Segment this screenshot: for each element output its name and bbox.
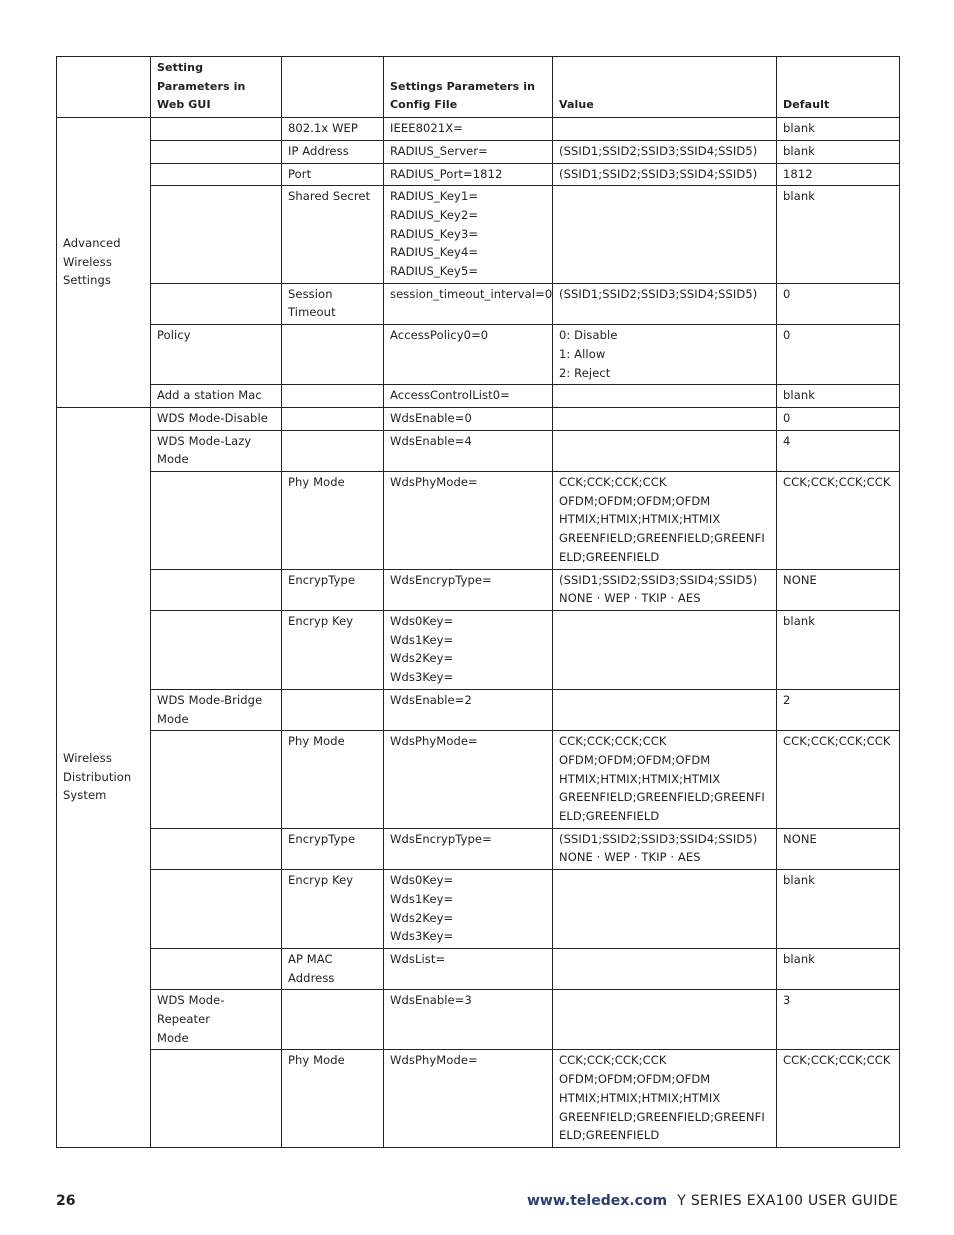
cell-default: 0 xyxy=(777,325,900,385)
cell-sub-setting: EncrypType xyxy=(282,828,384,869)
cell-value: CCK;CCK;CCK;CCK OFDM;OFDM;OFDM;OFDM HTMIX;HTMIX;HTMIX;HTMIX GREENFIELD;GREENFIELD;GREENFI ELD;GREENFIELD xyxy=(553,1050,777,1148)
table-row xyxy=(57,140,900,163)
cell-config-param: session_timeout_interval=0 xyxy=(384,283,553,324)
table-row xyxy=(57,689,900,730)
cell-config-param: WdsPhyMode= xyxy=(384,472,553,570)
cell-config-param: WdsEnable=2 xyxy=(384,689,553,730)
settings-table xyxy=(56,56,900,1148)
cell-default: 3 xyxy=(777,990,900,1050)
cell-default: 0 xyxy=(777,283,900,324)
cell-web-gui xyxy=(151,140,282,163)
table-row xyxy=(57,163,900,186)
cell-default: blank xyxy=(777,186,900,284)
cell-web-gui: WDS Mode-Bridge Mode xyxy=(151,689,282,730)
cell-value xyxy=(553,385,777,408)
cell-web-gui xyxy=(151,118,282,141)
header-sub xyxy=(282,57,384,118)
cell-value xyxy=(553,870,777,949)
cell-config-param: WdsPhyMode= xyxy=(384,1050,553,1148)
cell-sub-setting xyxy=(282,689,384,730)
cell-default: 0 xyxy=(777,407,900,430)
cell-value xyxy=(553,118,777,141)
guide-title: Y SERIES EXA100 USER GUIDE xyxy=(677,1193,898,1209)
cell-web-gui xyxy=(151,870,282,949)
cell-sub-setting: Encryp Key xyxy=(282,610,384,689)
cell-sub-setting: Phy Mode xyxy=(282,731,384,829)
header-group xyxy=(57,57,151,118)
cell-config-param: WdsList= xyxy=(384,948,553,989)
cell-value xyxy=(553,430,777,471)
cell-default: 4 xyxy=(777,430,900,471)
cell-web-gui xyxy=(151,828,282,869)
cell-web-gui xyxy=(151,472,282,570)
table-row xyxy=(57,569,900,610)
cell-sub-setting: IP Address xyxy=(282,140,384,163)
cell-sub-setting xyxy=(282,407,384,430)
cell-web-gui xyxy=(151,163,282,186)
cell-sub-setting: Port xyxy=(282,163,384,186)
cell-default: blank xyxy=(777,870,900,949)
cell-value: (SSID1;SSID2;SSID3;SSID4;SSID5) xyxy=(553,283,777,324)
cell-value xyxy=(553,948,777,989)
page-number: 26 xyxy=(56,1193,76,1209)
table-row xyxy=(57,990,900,1050)
table-row xyxy=(57,731,900,829)
cell-web-gui: Add a station Mac xyxy=(151,385,282,408)
cell-value: CCK;CCK;CCK;CCK OFDM;OFDM;OFDM;OFDM HTMIX;HTMIX;HTMIX;HTMIX GREENFIELD;GREENFIELD;GREENFI ELD;GREENFIELD xyxy=(553,731,777,829)
cell-web-gui: WDS Mode-Repeater Mode xyxy=(151,990,282,1050)
cell-web-gui: WDS Mode-Lazy Mode xyxy=(151,430,282,471)
cell-config-param: AccessControlList0= xyxy=(384,385,553,408)
cell-default: NONE xyxy=(777,828,900,869)
cell-sub-setting: Phy Mode xyxy=(282,472,384,570)
cell-value xyxy=(553,186,777,284)
cell-config-param: RADIUS_Server= xyxy=(384,140,553,163)
table-body xyxy=(57,118,900,1148)
cell-config-param: Wds0Key= Wds1Key= Wds2Key= Wds3Key= xyxy=(384,610,553,689)
cell-web-gui: Policy xyxy=(151,325,282,385)
cell-config-param: Wds0Key= Wds1Key= Wds2Key= Wds3Key= xyxy=(384,870,553,949)
cell-value: (SSID1;SSID2;SSID3;SSID4;SSID5) xyxy=(553,163,777,186)
cell-web-gui xyxy=(151,1050,282,1148)
cell-web-gui: WDS Mode-Disable xyxy=(151,407,282,430)
cell-default: 1812 xyxy=(777,163,900,186)
cell-config-param: AccessPolicy0=0 xyxy=(384,325,553,385)
table-row xyxy=(57,325,900,385)
cell-group-label: Advanced Wireless Settings xyxy=(57,118,151,408)
cell-default: CCK;CCK;CCK;CCK xyxy=(777,1050,900,1148)
cell-sub-setting xyxy=(282,430,384,471)
cell-sub-setting: EncrypType xyxy=(282,569,384,610)
cell-default: blank xyxy=(777,118,900,141)
cell-web-gui xyxy=(151,283,282,324)
table-row xyxy=(57,610,900,689)
cell-sub-setting xyxy=(282,325,384,385)
cell-value: CCK;CCK;CCK;CCK OFDM;OFDM;OFDM;OFDM HTMIX;HTMIX;HTMIX;HTMIX GREENFIELD;GREENFIELD;GREENFI ELD;GREENFIELD xyxy=(553,472,777,570)
table-row xyxy=(57,118,900,141)
table-row xyxy=(57,407,900,430)
header-default: Default xyxy=(777,57,900,118)
cell-default: blank xyxy=(777,948,900,989)
cell-config-param: IEEE8021X= xyxy=(384,118,553,141)
table-row xyxy=(57,472,900,570)
cell-sub-setting: Session Timeout xyxy=(282,283,384,324)
table-row xyxy=(57,385,900,408)
cell-sub-setting: Encryp Key xyxy=(282,870,384,949)
cell-default: CCK;CCK;CCK;CCK xyxy=(777,731,900,829)
cell-web-gui xyxy=(151,731,282,829)
table-row xyxy=(57,283,900,324)
cell-group-label: Wireless Distribution System xyxy=(57,407,151,1147)
cell-default: CCK;CCK;CCK;CCK xyxy=(777,472,900,570)
cell-config-param: RADIUS_Key1= RADIUS_Key2= RADIUS_Key3= RADIUS_Key4= RADIUS_Key5= xyxy=(384,186,553,284)
cell-sub-setting: Phy Mode xyxy=(282,1050,384,1148)
cell-default: blank xyxy=(777,610,900,689)
cell-value xyxy=(553,990,777,1050)
cell-value xyxy=(553,407,777,430)
cell-default: 2 xyxy=(777,689,900,730)
cell-value xyxy=(553,689,777,730)
table-row xyxy=(57,828,900,869)
cell-value xyxy=(553,610,777,689)
cell-sub-setting xyxy=(282,990,384,1050)
table-row xyxy=(57,870,900,949)
table-row xyxy=(57,186,900,284)
cell-default: NONE xyxy=(777,569,900,610)
cell-config-param: WdsEncrypType= xyxy=(384,569,553,610)
cell-value: (SSID1;SSID2;SSID3;SSID4;SSID5) NONE · WEP · TKIP · AES xyxy=(553,828,777,869)
table-row xyxy=(57,948,900,989)
cell-default: blank xyxy=(777,140,900,163)
table-header-row xyxy=(57,57,900,118)
cell-sub-setting: 802.1x WEP xyxy=(282,118,384,141)
cell-config-param: RADIUS_Port=1812 xyxy=(384,163,553,186)
cell-config-param: WdsEnable=0 xyxy=(384,407,553,430)
cell-web-gui xyxy=(151,948,282,989)
table-row xyxy=(57,1050,900,1148)
cell-config-param: WdsEnable=4 xyxy=(384,430,553,471)
cell-value: (SSID1;SSID2;SSID3;SSID4;SSID5) NONE · WEP · TKIP · AES xyxy=(553,569,777,610)
cell-default: blank xyxy=(777,385,900,408)
table-row xyxy=(57,430,900,471)
cell-sub-setting: Shared Secret xyxy=(282,186,384,284)
cell-value: 0: Disable 1: Allow 2: Reject xyxy=(553,325,777,385)
cell-sub-setting: AP MAC Address xyxy=(282,948,384,989)
cell-value: (SSID1;SSID2;SSID3;SSID4;SSID5) xyxy=(553,140,777,163)
cell-config-param: WdsEnable=3 xyxy=(384,990,553,1050)
header-value: Value xyxy=(553,57,777,118)
cell-config-param: WdsPhyMode= xyxy=(384,731,553,829)
cell-web-gui xyxy=(151,186,282,284)
page-footer xyxy=(56,1193,898,1215)
website-link[interactable]: www.teledex.com xyxy=(527,1193,668,1209)
cell-config-param: WdsEncrypType= xyxy=(384,828,553,869)
cell-sub-setting xyxy=(282,385,384,408)
cell-web-gui xyxy=(151,569,282,610)
cell-web-gui xyxy=(151,610,282,689)
header-web-gui: Setting Parameters in Web GUI xyxy=(151,57,282,118)
header-config-file: Settings Parameters in Config File xyxy=(384,57,553,118)
